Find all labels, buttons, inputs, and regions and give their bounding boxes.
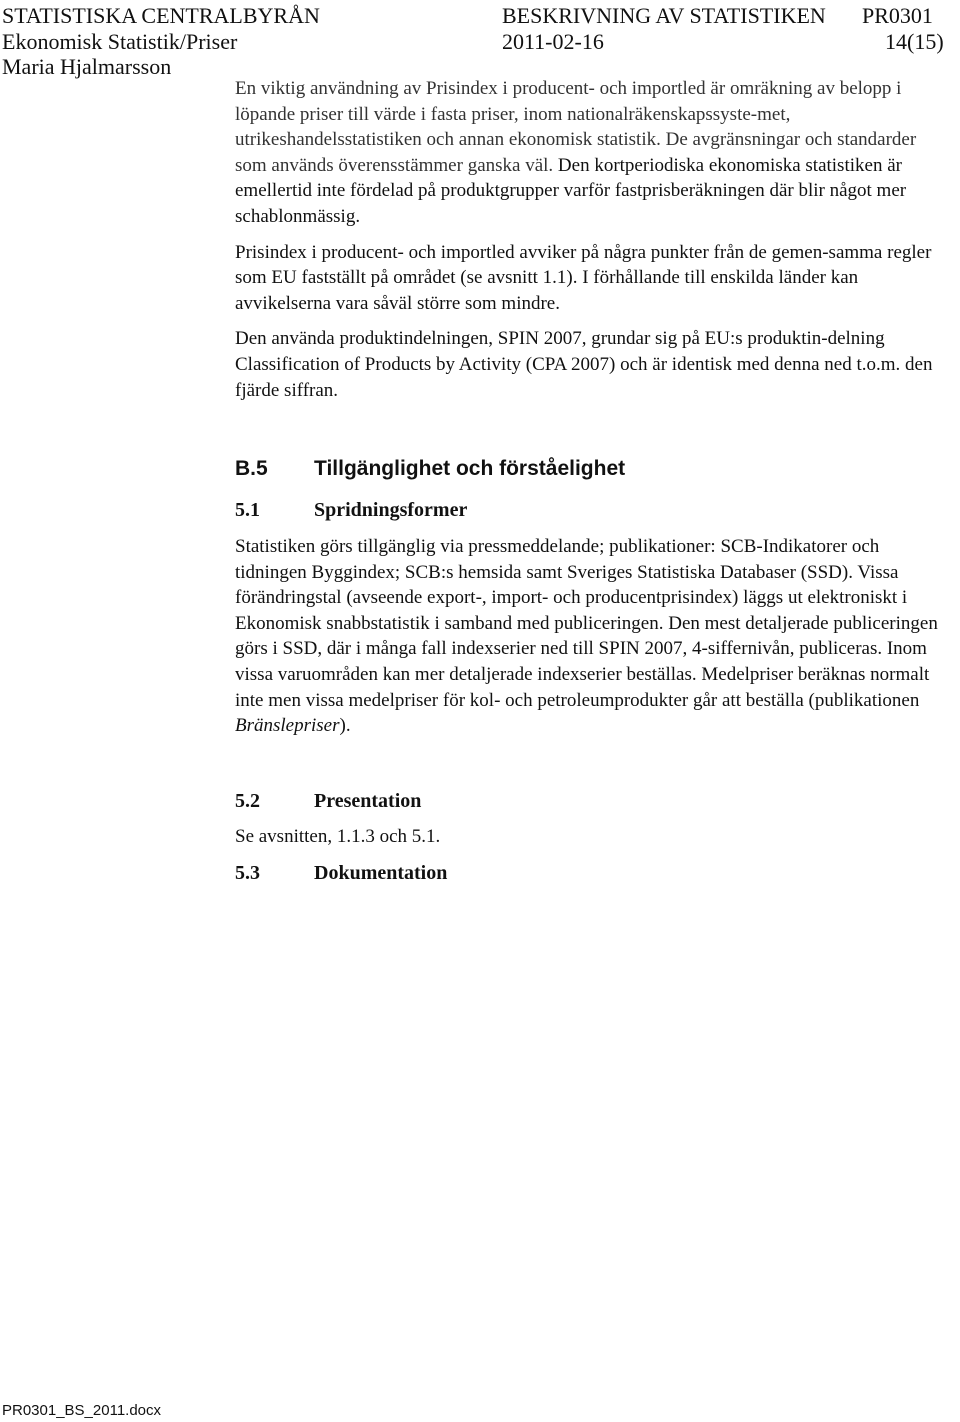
section-title: Tillgänglighet och förståelighet <box>314 457 626 480</box>
paragraph-2: Prisindex i producent- och importled avviker på några punkter från de gemen-samma regler som EU fastställt på området (se avsnitt 1.1). I förhållande till enskilda länder kan avvikelserna vara såväl större som mindre. <box>235 241 932 314</box>
paragraph-5-2: Se avsnitten, 1.1.3 och 5.1. <box>235 826 441 847</box>
doc-code: PR0301 <box>862 3 933 28</box>
section-number: 5.3 <box>235 862 260 884</box>
doc-type: BESKRIVNING AV STATISTIKEN <box>502 3 826 28</box>
footer-filename: PR0301_BS_2011.docx <box>2 1402 162 1419</box>
header-row-1 <box>0 2 960 30</box>
org-name: STATISTISKA CENTRALBYRÅN <box>2 3 320 28</box>
doc-date: 2011-02-16 <box>502 29 604 54</box>
section-title: Presentation <box>314 790 422 812</box>
page-number: 14(15) <box>885 29 944 54</box>
paragraph-1 <box>235 76 947 230</box>
section-number: 5.2 <box>235 790 260 812</box>
header-row-2 <box>0 28 960 56</box>
section-number: 5.1 <box>235 499 260 521</box>
paragraph-5-1: Statistiken görs tillgänglig via pressmeddelande; publikationer: SCB-Indikatorer och tidningen Byggindex; SCB:s hemsida samt Sveriges Statistiska Databaser (SSD). Vissa förändringstal (avseende export-, import- och producentprisindex) läggs ut elektroniskt i Ekonomisk snabbstatistik i samband med publiceringen. Den mest detaljerade publiceringen görs i SSD, där i många fall indexserier ned till SPIN 2007, 4-siffernivån, publiceras. Inom vissa varuområden kan mer detaljerade indexserier beställas. Medelpriser beräknas normalt inte men vissa medelpriser för kol- och petroleumprodukter går att beställa (publikationen Bränslepriser). <box>235 536 938 737</box>
body-text <box>235 76 947 403</box>
paragraph-1-part-a: En viktig användning av Prisindex i producent- och importled är omräkning av belopp i löpande priser till värde i fasta priser, inom nationalräkenskapssyste-met, utrikeshandelsstatistiken och annan ekonomisk statistik. De avgränsningar och standarder som används överensstämmer ganska väl. <box>235 78 917 176</box>
paragraph-1-part-b: Den kortperiodiska ekonomiska statistiken är emellertid inte fördelad på produktgrupper varför fastprisberäkningen där blir något mer schablonmässig. <box>235 154 907 227</box>
paragraph-3: Den använda produktindelningen, SPIN 2007, grundar sig på EU:s produktin-delning Classification of Products by Activity (CPA 2007) och är identisk med denna ned t.o.m. den fjärde siffran. <box>235 328 933 401</box>
section-title: Dokumentation <box>314 862 448 884</box>
section-5-1-text <box>235 534 951 739</box>
author: Maria Hjalmarsson <box>2 54 172 79</box>
section-5-2-text <box>235 824 951 850</box>
publication-title: Bränslepriser <box>235 715 340 737</box>
section-number: B.5 <box>235 457 268 480</box>
section-title: Spridningsformer <box>314 499 468 521</box>
department: Ekonomisk Statistik/Priser <box>2 29 238 54</box>
